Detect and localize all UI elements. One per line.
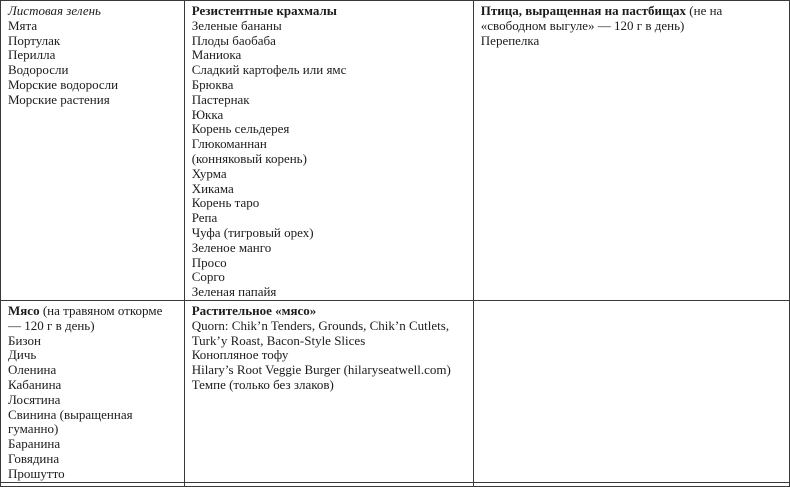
table-cell [184,482,473,486]
list-item: Мята [8,17,38,33]
list-item: Темпе (только без злаков) [191,376,334,392]
table-row [1,301,790,483]
table-cell [473,482,789,486]
cell-header-line [481,4,783,34]
list-item: Свинина (выращенная гуманно) [8,406,133,437]
list-item: Quorn: Chik’n Tenders, Grounds, Chik’n Cutlets, Turk’y Roast, Bacon-Style Slices [191,317,450,348]
list-item: Чуфа (тигровый орех) [191,224,314,240]
list-item: Хурма [191,165,227,181]
list-item: Hilary’s Root Veggie Burger (hilaryseatwell.com) [191,362,451,378]
cell-header-line [192,4,467,19]
list-item: Дичь [8,347,37,363]
list-item: Хикама [191,180,234,196]
list-item: Оленина [8,362,57,378]
cell-header: Листовая зелень [8,3,101,18]
list-item: Юкка [191,106,224,122]
list-item: Корень сельдерея [191,121,290,137]
list-item: Бизон [8,332,41,348]
list-item: Водоросли [8,62,69,78]
list-item: Говядина [8,450,60,466]
list-item: Брюква [191,76,234,92]
list-item: Зеленая папайя [191,284,277,300]
list-item: Прошутто [8,465,65,481]
list-item: Кабанина [8,376,62,392]
table-cell [473,1,789,301]
list-item: Перепелка [480,32,540,48]
table-cell [1,482,185,486]
list-item: Сорго [191,269,225,285]
cell-header: Резистентные крахмалы [191,3,337,18]
table-cell [184,301,473,483]
list-item: Зеленые бананы [191,17,282,33]
cell-header-line [8,304,178,334]
cell-header-note: (не на «свободном выгуле» — 120 г в день) [480,3,723,33]
cell-header-line [8,4,178,19]
list-item: Морские водоросли [8,76,119,92]
list-item: Баранина [8,436,61,452]
table-cell [1,1,185,301]
list-item: (конняковый корень) [191,150,307,166]
list-item: Портулак [8,32,61,48]
list-item: Просо [191,254,227,270]
list-item: Глюкоманнан [191,136,267,152]
list-item: Репа [191,210,218,226]
list-item: Пастернак [191,91,250,107]
table-cell [184,1,473,301]
list-item: Корень таро [191,195,260,211]
table-row [1,1,790,301]
cell-header-line [192,304,467,319]
table-cell [473,301,789,483]
list-item: Зеленое манго [191,239,272,255]
list-item: Перилла [8,47,56,63]
list-item: Лосятина [8,391,61,407]
list-item: Конопляное тофу [191,347,289,363]
cell-header: Мясо [8,303,40,318]
table-cell [1,301,185,483]
list-item: Сладкий картофель или ямс [191,62,347,78]
cell-header: Растительное «мясо» [191,303,317,318]
cell-header-note: (на травяном откорме — 120 г в день) [8,303,163,333]
list-item: Маниока [191,47,242,63]
table-row [1,482,790,486]
list-item: Морские растения [8,91,110,107]
list-item: Плоды баобаба [191,32,276,48]
cell-header: Птица, выращенная на пастбищах [480,3,687,18]
